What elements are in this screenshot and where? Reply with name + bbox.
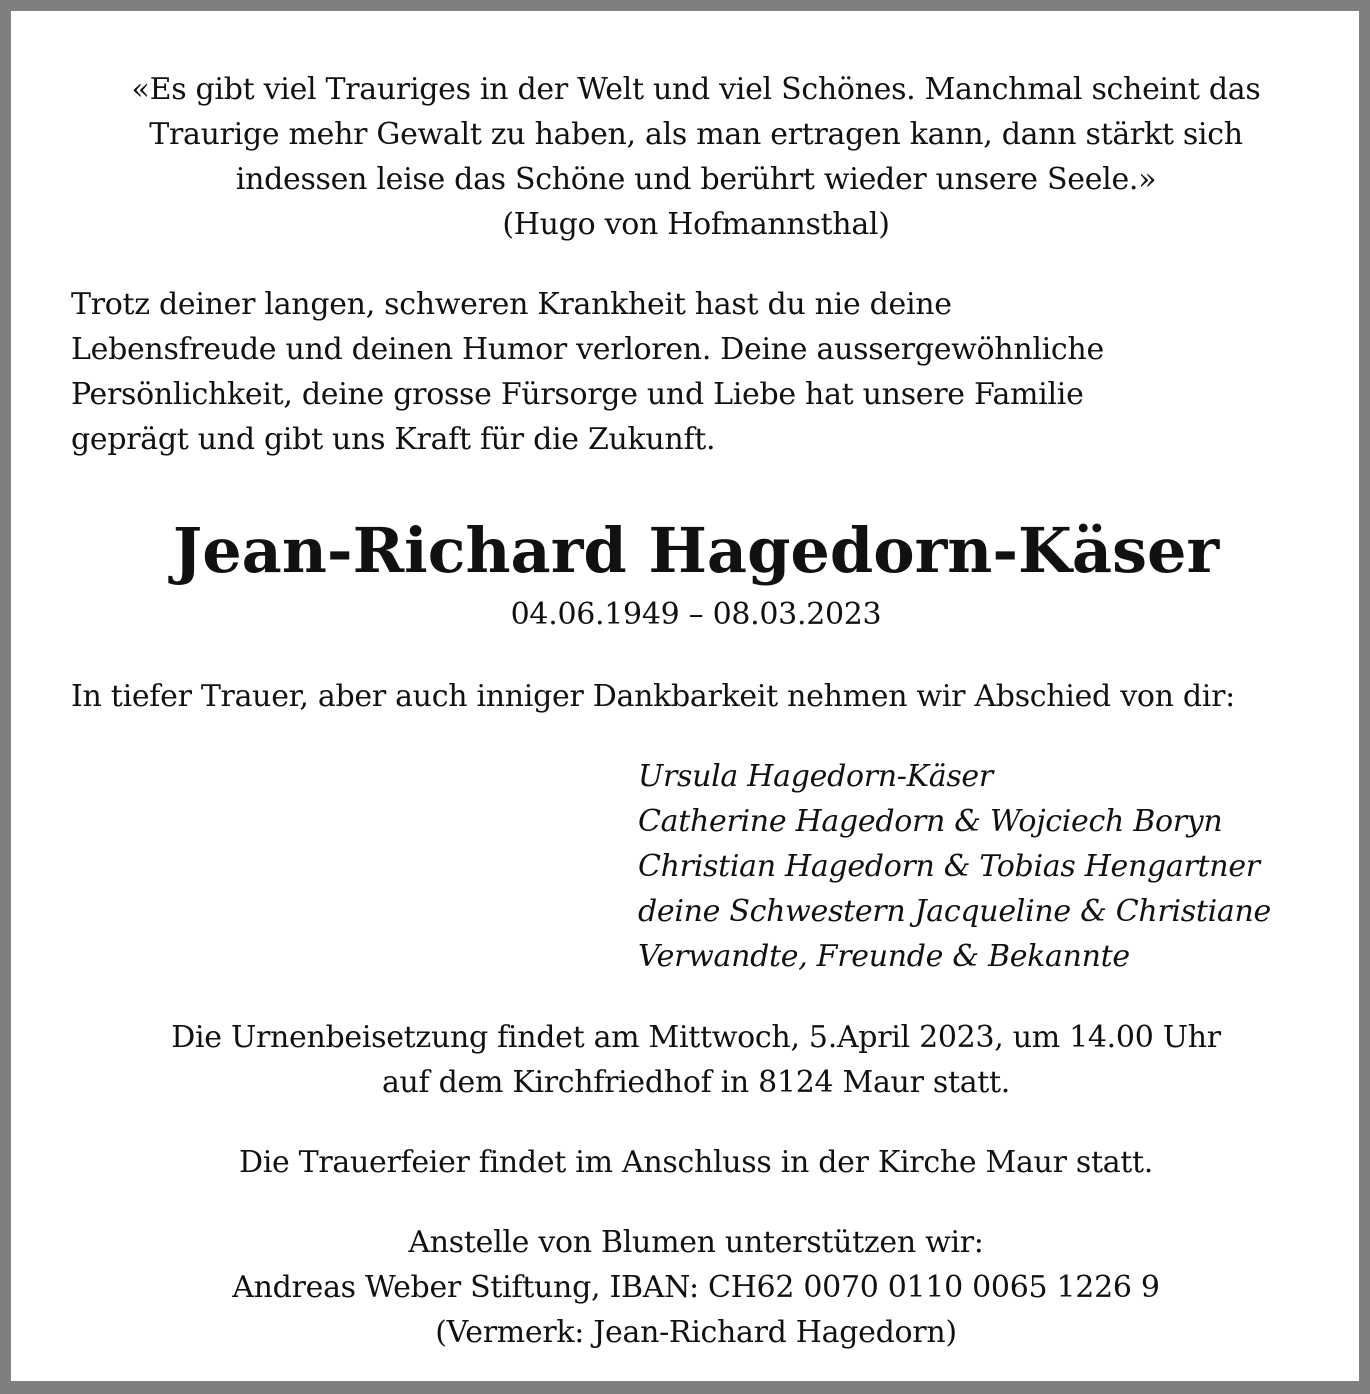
quote-line-1: «Es gibt viel Trauriges in der Welt und viel Schönes. Manchmal scheint das [131,72,1261,107]
quote-author: (Hugo von Hofmannsthal) [502,207,890,242]
burial-line-1: Die Urnenbeisetzung findet am Mittwoch, 5.April 2023, um 14.00 Uhr [171,1020,1221,1055]
obituary-notice [22,22,1370,1392]
quote-line-2: Traurige mehr Gewalt zu haben, als man ertragen kann, dann stärkt sich [149,117,1243,152]
donation-line-1: Anstelle von Blumen unterstützen wir: [408,1225,984,1260]
tribute-line-4: geprägt und gibt uns Kraft für die Zukunft. [71,422,716,457]
burial-line-2: auf dem Kirchfriedhof in 8124 Maur statt. [381,1065,1011,1100]
deceased-name: Jean-Richard Hagedorn-Käser [172,514,1220,587]
tribute-line-3: Persönlichkeit, deine grosse Fürsorge und Liebe hat unsere Familie [71,377,1084,412]
mourner-1: Ursula Hagedorn-Käser [638,759,993,794]
mourner-3: Christian Hagedorn & Tobias Hengartner [638,849,1260,884]
donation-line-2: Andreas Weber Stiftung, IBAN: CH62 0070 0110 0065 1226 9 [232,1270,1160,1305]
farewell-text: In tiefer Trauer, aber auch inniger Dankbarkeit nehmen wir Abschied von dir: [71,679,1235,714]
quote-line-3: indessen leise das Schöne und berührt wieder unsere Seele.» [235,162,1157,197]
tribute-line-2: Lebensfreude und deinen Humor verloren. Deine aussergewöhnliche [71,332,1104,367]
tribute-line-1: Trotz deiner langen, schweren Krankheit hast du nie deine [71,287,952,322]
deceased-dates: 04.06.1949 – 08.03.2023 [510,597,882,632]
mourner-4: deine Schwestern Jacqueline & Christiane [638,894,1271,929]
mourner-2: Catherine Hagedorn & Wojciech Boryn [638,804,1223,839]
donation-line-3: (Vermerk: Jean-Richard Hagedorn) [435,1315,957,1350]
mourner-5: Verwandte, Freunde & Bekannte [638,939,1130,974]
service-text: Die Trauerfeier findet im Anschluss in der Kirche Maur statt. [238,1145,1154,1180]
